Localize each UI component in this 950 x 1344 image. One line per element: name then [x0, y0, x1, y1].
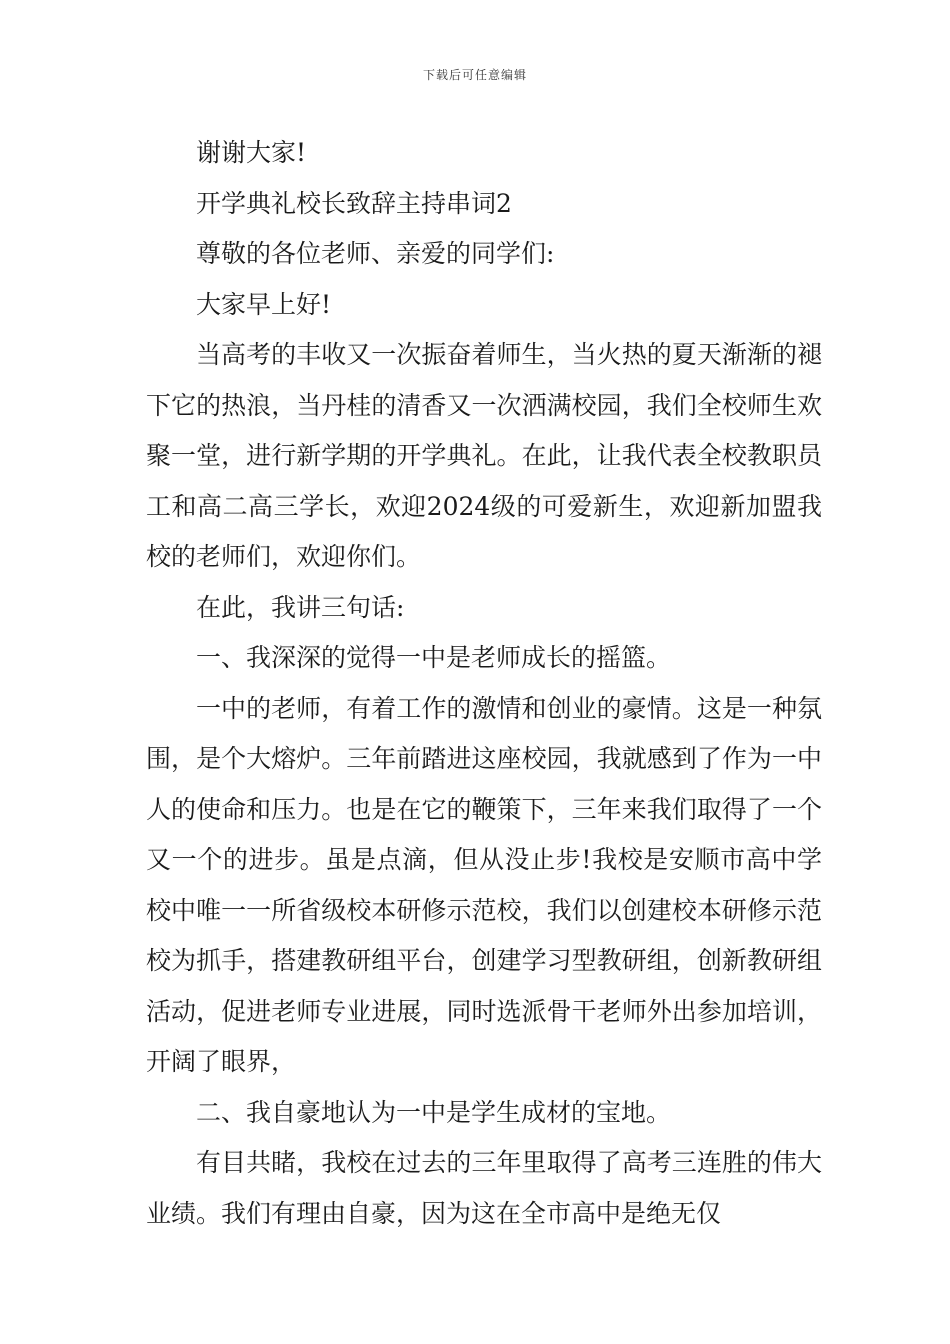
paragraph-title: 开学典礼校长致辞主持串词2	[196, 188, 512, 218]
header-note: 下载后可任意编辑	[422, 68, 527, 82]
paragraph-opening: 当高考的丰收又一次振奋着师生，当火热的夏天渐渐的褪下它的热浪，当丹桂的清香又一次洒满校园，我们全校师生欢聚一堂，进行新学期的开学典礼。在此，让我代表全校教职员工和高二高三学长，欢迎2024级的可爱新生，欢迎新加盟我校的老师们，欢迎你们。	[146, 340, 822, 571]
paragraph-intro: 在此，我讲三句话:	[196, 592, 405, 622]
paragraph-teachers: 一中的老师，有着工作的激情和创业的豪情。这是一种氛围，是个大熔炉。三年前踏进这座校园，我就感到了作为一中人的使命和压力。也是在它的鞭策下，三年来我们取得了一个又一个的进步。虽是点滴，但从没止步!我校是安顺市高中学校中唯一一所省级校本研修示范校，我们以创建校本研修示范校为抓手，搭建教研组平台，创建学习型教研组，创新教研组活动，促进老师专业进展，同时选派骨干老师外出参加培训，开阔了眼界，	[146, 693, 822, 1076]
document-body	[146, 128, 822, 1239]
paragraph-thanks: 谢谢大家!	[196, 138, 307, 167]
paragraph-achievements: 有目共睹，我校在过去的三年里取得了高考三连胜的伟大业绩。我们有理由自豪，因为这在全市高中是绝无仅	[146, 1148, 822, 1228]
paragraph-point-one: 一、我深深的觉得一中是老师成长的摇篮。	[196, 643, 672, 672]
paragraph-greeting: 大家早上好!	[196, 289, 332, 319]
paragraph-point-two: 二、我自豪地认为一中是学生成材的宝地。	[196, 1097, 672, 1127]
paragraph-salutation: 尊敬的各位老师、亲爱的同学们:	[196, 239, 555, 268]
